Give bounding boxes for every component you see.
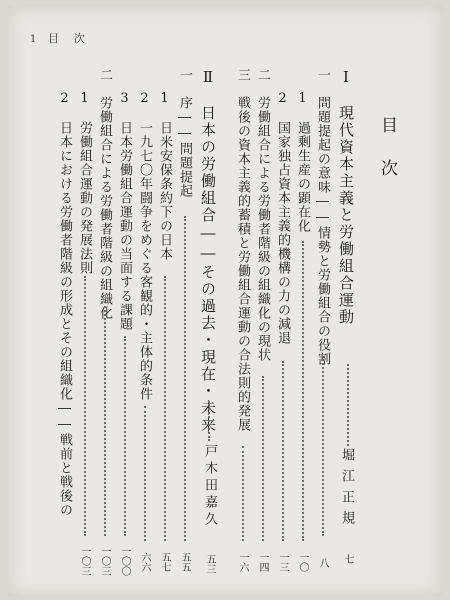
toc-p2-s1-2-label: 2 一九七〇年闘争をめぐる客観的・主体的条件: [137, 91, 152, 401]
toc-p2-s1-3-leader: [124, 336, 126, 536]
toc-part-1-author: 堀江正規: [339, 448, 354, 532]
running-head-label: 目 次: [47, 32, 87, 45]
toc-p2-s2-2-label: 2 日本における労働者階級の形成とその組織化――戦前と戦後の: [57, 91, 72, 517]
toc-p1-s1-1-leader: [302, 241, 304, 541]
page-title: 目次: [377, 116, 397, 202]
toc-part-2-author: 戸木田嘉久: [202, 444, 217, 529]
toc-p2-s1-3-page: 一〇〇: [119, 546, 130, 576]
toc-p1-s1-2-leader: [282, 361, 284, 541]
toc-p1-s1-1-page: 一〇: [297, 552, 308, 572]
toc-p2-s2-1-label: 1 労働組合運動の発展法則: [77, 91, 92, 275]
toc-p1-s1-page: 八: [317, 558, 328, 568]
toc-p2-s2-label: 二 労働組合による労働者階級の組織化: [97, 68, 112, 320]
toc-p1-s3-label: 三 戦後の資本主義的蓄積と労働組合運動の合法則的発展: [235, 68, 250, 432]
toc-p2-s1-2-page: 六六: [139, 552, 150, 572]
toc-p2-s1-page: 五五: [179, 552, 190, 572]
toc-p2-s1-leader: [184, 216, 186, 541]
toc-p1-s2-leader: [262, 376, 264, 541]
toc-p1-s1-1-label: 1 過剰生産の顕在化: [295, 91, 310, 233]
toc-p1-s1-label: 一 問題提起の意味――情勢と労働組合の役割: [315, 68, 330, 366]
toc-p2-s1-label: 一 序――問題提起: [177, 68, 192, 198]
toc-page: [8, 6, 442, 596]
toc-p2-s2-1-leader: [84, 276, 86, 536]
toc-part-2-leader: [208, 401, 210, 441]
toc-p2-s2-page: 一〇三: [99, 546, 110, 576]
toc-p1-s3-page: 一六: [237, 552, 248, 572]
toc-p1-s1-2-label: 2 国家独占資本主義的機構の力の減退: [275, 91, 290, 345]
toc-p1-s1-2-page: 一三: [277, 552, 288, 572]
toc-p2-s1-3-label: 3 日本労働組合運動の当面する課題: [117, 91, 132, 331]
toc-part-2-label: Ⅱ 日本の労働組合――その過去・現在・未来: [199, 68, 217, 434]
toc-p1-s3-leader: [242, 446, 244, 541]
toc-p2-s2-leader: [104, 306, 106, 536]
toc-p1-s2-page: 一四: [257, 552, 268, 572]
toc-p2-s1-1-label: 1 日米安保条約下の日本: [157, 91, 172, 261]
toc-p2-s1-1-page: 五七: [159, 552, 170, 572]
toc-part-2-page: 五三: [204, 554, 215, 574]
toc-part-1-page: 七: [342, 554, 353, 564]
running-head-page: 1: [30, 34, 39, 45]
toc-part-1-leader: [347, 364, 349, 446]
toc-p2-s1-1-leader: [164, 276, 166, 541]
running-head: [30, 30, 87, 46]
toc-p1-s1-leader: [322, 356, 324, 536]
toc-p2-s2-1-page: 一〇三: [79, 546, 90, 576]
toc-p1-s2-label: 二 労働組合による労働者階級の組織化の現状: [255, 68, 270, 362]
toc-p2-s1-2-leader: [144, 406, 146, 541]
toc-part-1-label: Ⅰ 現代資本主義と労働組合運動: [337, 68, 355, 326]
